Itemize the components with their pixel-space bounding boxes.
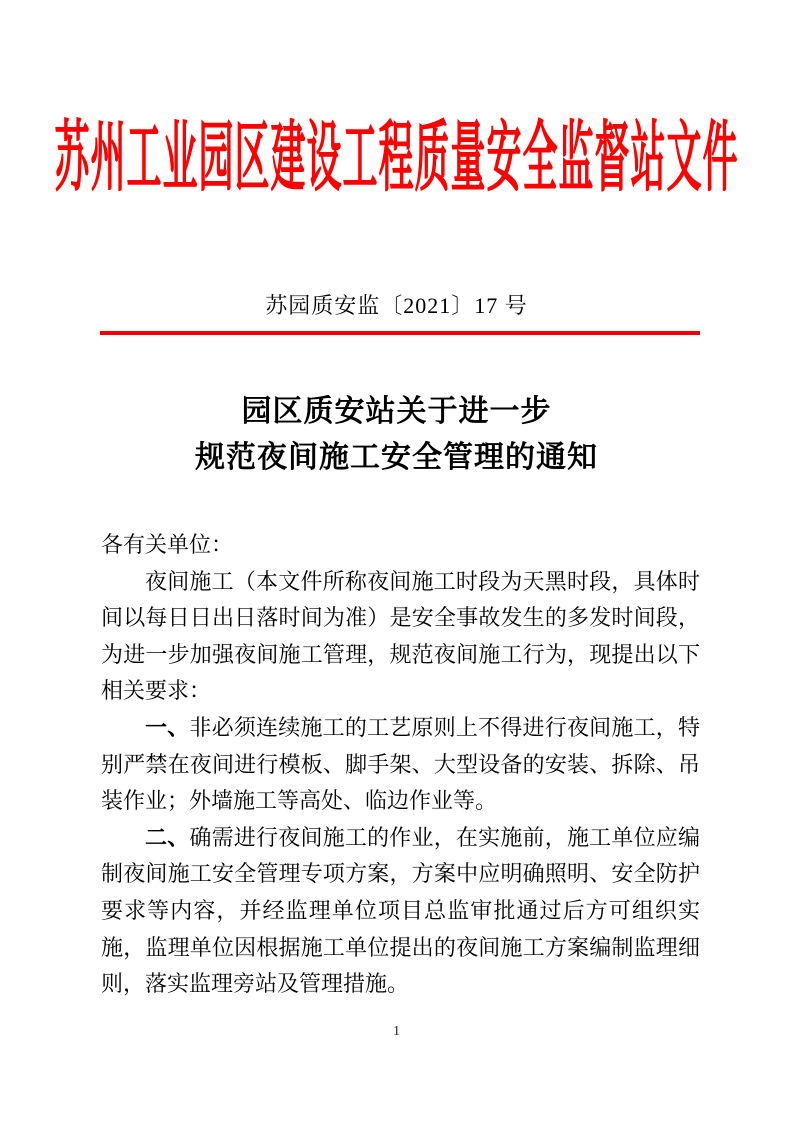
document-number: 苏园质安监〔2021〕17 号 [265, 293, 528, 318]
body-paragraph: 一、非必须连续施工的工艺原则上不得进行夜间施工，特别严禁在夜间进行模板、脚手架、大型设备的安装、拆除、吊装作业；外墙施工等高处、临边作业等。 [101, 714, 700, 814]
letterhead-title: 苏州工业园区建设工程质量安全监督站文件 [54, 115, 739, 202]
letterhead-banner [0, 113, 793, 202]
document-body [101, 527, 700, 1003]
paragraph-number-lead: 一、 [145, 714, 190, 740]
page-number: 1 [393, 1024, 400, 1039]
body-paragraph: 夜间施工（本文件所称夜间施工时段为天黑时段，具体时间以每日日出日落时间为准）是安全事故发生的多发时间段，为进一步加强夜间施工管理，规范夜间施工行为，现提出以下相关要求： [101, 568, 700, 704]
document-title-line1: 园区质安站关于进一步 [241, 395, 552, 428]
paragraph-number-lead: 二、 [145, 824, 190, 850]
red-divider-line [100, 331, 700, 335]
body-paragraphs [101, 564, 700, 1003]
document-title-line2: 规范夜间施工安全管理的通知 [195, 441, 598, 474]
body-paragraph: 二、确需进行夜间施工的作业，在实施前，施工单位应编制夜间施工安全管理专项方案，方案中应明确照明、安全防护要求等内容，并经监理单位项目总监审批通过后方可组织实施，监理单位因根据施工单位提出的夜间施工方案编制监理细则，落实监理旁站及管理措施。 [101, 824, 700, 997]
document-title [0, 389, 793, 481]
salutation: 各有关单位： [101, 532, 234, 557]
